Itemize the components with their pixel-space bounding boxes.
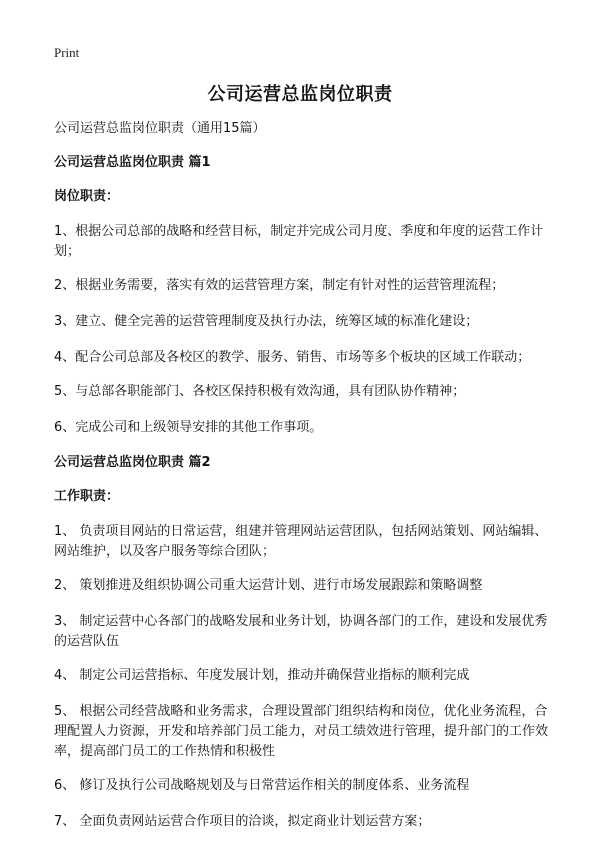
list-item: 7、 全面负责网站运营合作项目的洽谈，拟定商业计划运营方案； xyxy=(54,814,431,829)
list-item: 2、 策划推进及组织协调公司重大运营计划、进行市场发展跟踪和策略调整 xyxy=(54,578,483,593)
list-item: 1、 负责项目网站的日常运营，组建并管理网站运营团队，包括网站策划、网站编辑、网站维护，以及客户服务等综合团队； xyxy=(54,524,548,559)
list-item: 4、 制定公司运营指标、年度发展计划，推动并确保营业指标的顺利完成 xyxy=(54,668,470,683)
print-link[interactable]: Print xyxy=(54,45,80,60)
list-item: 5、 根据公司经营战略和业务需求，合理设置部门组织结构和岗位，优化业务流程，合理配置人力资源，开发和培养部门员工能力，对员工绩效进行管理，提升部门的工作效率，提高部门员工的工作热情和积极性 xyxy=(54,704,549,759)
section-heading: 公司运营总监岗位职责 篇1 xyxy=(54,155,211,170)
list-item: 6、完成公司和上级领导安排的其他工作事项。 xyxy=(54,420,323,435)
page-title: 公司运营总监岗位职责 xyxy=(207,84,393,105)
document-subtitle: 公司运营总监岗位职责（通用15篇） xyxy=(54,121,266,136)
document-body xyxy=(54,120,554,848)
section-label: 岗位职责： xyxy=(54,189,120,204)
list-item: 6、 修订及执行公司战略规划及与日常营运作相关的制度体系、业务流程 xyxy=(54,778,470,793)
list-item: 4、配合公司总部及各校区的教学、服务、销售、市场等多个板块的区域工作联动； xyxy=(54,350,531,365)
list-item: 1、根据公司总部的战略和经营目标，制定并完成公司月度、季度和年度的运营工作计划； xyxy=(54,224,544,259)
list-item: 3、 制定运营中心各部门的战略发展和业务计划，协调各部门的工作，建设和发展优秀的运营队伍 xyxy=(54,614,548,649)
section-label: 工作职责： xyxy=(54,489,120,504)
list-item: 5、与总部各职能部门、各校区保持积极有效沟通，具有团队协作精神； xyxy=(54,384,466,399)
section-heading: 公司运营总监岗位职责 篇2 xyxy=(54,455,211,470)
list-item: 2、根据业务需要，落实有效的运营管理方案，制定有针对性的运营管理流程； xyxy=(54,278,505,293)
list-item: 3、建立、健全完善的运营管理制度及执行办法，统筹区域的标准化建设； xyxy=(54,314,479,329)
